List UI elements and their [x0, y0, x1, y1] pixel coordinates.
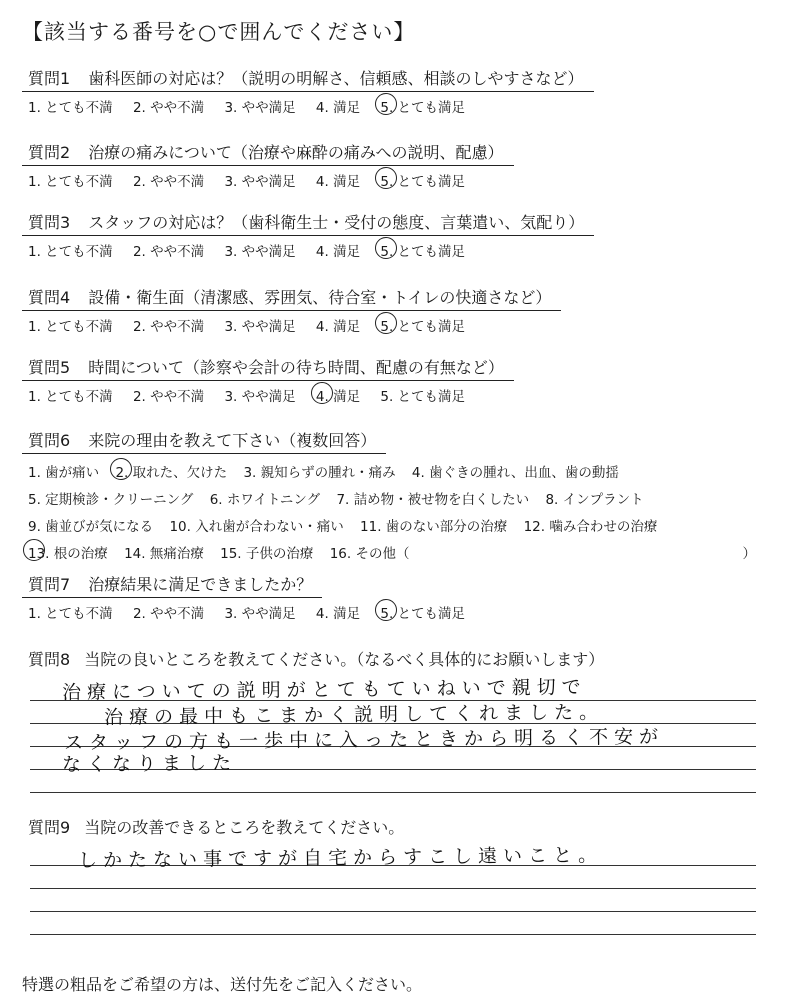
option-1[interactable]: 1. とても不満: [28, 174, 113, 190]
reason-2-selected[interactable]: 2. 取れた、欠けた: [115, 461, 227, 481]
question-5: [22, 355, 782, 405]
reason-7[interactable]: 7. 詰め物・被せ物を白くしたい: [336, 492, 530, 508]
handwritten-answer-line[interactable]: なくなりました: [61, 752, 238, 776]
question-text: 歯科医師の対応は？（説明の明解さ、信頼感、相談のしやすさなど）: [88, 69, 584, 88]
option-3[interactable]: 3. やや満足: [224, 389, 296, 405]
option-1[interactable]: 1. とても不満: [28, 606, 113, 622]
reason-14[interactable]: 14. 無痛治療: [124, 546, 204, 562]
option-2[interactable]: 2. やや不満: [132, 319, 205, 335]
option-4-selected[interactable]: 4. 満足: [316, 385, 360, 405]
option-1[interactable]: 1. とても不満: [28, 389, 113, 405]
reason-16-other[interactable]: 16. その他（: [329, 546, 410, 562]
reason-13-selected[interactable]: 13. 根の治療: [28, 542, 108, 562]
question-heading: [22, 66, 594, 92]
option-5-selected[interactable]: 5. とても満足: [380, 602, 465, 622]
question-text: 設備・衛生面（清潔感、雰囲気、待合室・トイレの快適さなど）: [88, 288, 552, 307]
question-text: 治療結果に満足できましたか？: [88, 575, 313, 594]
rating-options: [22, 602, 782, 622]
reason-4[interactable]: 4. 歯ぐきの腫れ、出血、歯の動揺: [411, 465, 619, 481]
reason-options-row-1: [22, 461, 782, 481]
question-1: [22, 66, 782, 116]
question-heading: [22, 210, 594, 236]
question-number: 質問8: [28, 650, 71, 669]
option-4[interactable]: 4. 満足: [315, 244, 361, 260]
option-2[interactable]: 2. やや不満: [132, 244, 205, 260]
question-text: 来院の理由を教えて下さい（複数回答）: [88, 431, 377, 450]
option-5-selected[interactable]: 5. とても満足: [380, 170, 465, 190]
question-heading: [22, 572, 322, 598]
question-number: 質問2: [28, 143, 71, 162]
footer-note: 特選の粗品をご希望の方は、送付先をご記入ください。: [22, 975, 423, 994]
question-number: 質問9: [28, 818, 71, 837]
question-heading: [22, 815, 782, 838]
question-2: [22, 140, 782, 190]
reason-1[interactable]: 1. 歯が痛い: [28, 465, 100, 481]
question-heading: [22, 647, 782, 670]
option-4[interactable]: 4. 満足: [315, 319, 361, 335]
question-heading: [22, 355, 514, 381]
reason-5[interactable]: 5. 定期検診・クリーニング: [28, 492, 194, 508]
reason-15[interactable]: 15. 子供の治療: [220, 546, 314, 562]
question-number: 質問3: [28, 213, 71, 232]
option-1[interactable]: 1. とても不満: [28, 319, 113, 335]
question-8: [22, 647, 782, 670]
question-number: 質問6: [28, 431, 71, 450]
reason-6[interactable]: 6. ホワイトニング: [209, 492, 321, 508]
question-number: 質問5: [28, 358, 71, 377]
option-1[interactable]: 1. とても不満: [28, 100, 113, 116]
option-2[interactable]: 2. やや不満: [132, 174, 205, 190]
question-heading: [22, 140, 514, 166]
reason-10[interactable]: 10. 入れ歯が合わない・痛い: [169, 519, 344, 535]
reason-9[interactable]: 9. 歯並びが気になる: [28, 519, 154, 535]
rating-options: [22, 96, 782, 116]
handwritten-answer-line[interactable]: しかたない事ですが自宅からすこし遠いこと。: [77, 844, 604, 872]
page-title: 【該当する番号を○で囲んでください】: [22, 20, 416, 44]
option-2[interactable]: 2. やや不満: [132, 389, 205, 405]
option-3[interactable]: 3. やや満足: [224, 174, 296, 190]
rating-options: [22, 315, 782, 335]
rating-options: [22, 385, 782, 405]
question-9: [22, 815, 782, 838]
other-close-paren: ）: [742, 546, 756, 562]
option-3[interactable]: 3. やや満足: [224, 319, 296, 335]
reason-11[interactable]: 11. 歯のない部分の治療: [360, 519, 508, 535]
question-6: [22, 428, 782, 562]
option-3[interactable]: 3. やや満足: [224, 244, 296, 260]
reason-3[interactable]: 3. 親知らずの腫れ・痛み: [243, 465, 396, 481]
option-5-selected[interactable]: 5. とても満足: [380, 240, 465, 260]
question-text: 時間について（診察や会計の待ち時間、配慮の有無など）: [88, 358, 504, 377]
option-2[interactable]: 2. やや不満: [132, 100, 205, 116]
option-5-selected[interactable]: 5. とても満足: [380, 96, 465, 116]
option-3[interactable]: 3. やや満足: [224, 100, 296, 116]
question-number: 質問1: [28, 69, 71, 88]
question-text: 当院の改善できるところを教えてください。: [84, 818, 405, 837]
option-5[interactable]: 5. とても満足: [380, 389, 466, 405]
option-3[interactable]: 3. やや満足: [224, 606, 296, 622]
reason-options-row-4: [22, 542, 782, 562]
rating-options: [22, 240, 782, 260]
question-text: 治療の痛みについて（治療や麻酔の痛みへの説明、配慮）: [88, 143, 504, 162]
answer-lines-q9: [30, 865, 756, 957]
question-text: スタッフの対応は？（歯科衛生士・受付の態度、言葉遣い、気配り）: [88, 213, 585, 232]
question-7: [22, 572, 782, 622]
option-5-selected[interactable]: 5. とても満足: [380, 315, 465, 335]
question-number: 質問7: [28, 575, 71, 594]
reason-options-row-2: [22, 488, 782, 508]
question-text: 当院の良いところを教えてください。（なるべく具体的にお願いします）: [84, 650, 605, 669]
question-number: 質問4: [28, 288, 71, 307]
handwritten-answer-line[interactable]: スタッフの方も一歩中に入ったときから明るく不安が: [63, 725, 665, 755]
handwritten-answer-line[interactable]: 治療の最中もこまかく説明してくれました。: [103, 701, 605, 729]
handwritten-answer-line[interactable]: 治療についての説明がとてもていねいで親切で: [61, 676, 587, 704]
rating-options: [22, 170, 782, 190]
question-heading: [22, 428, 386, 454]
option-4[interactable]: 4. 満足: [315, 174, 361, 190]
option-2[interactable]: 2. やや不満: [132, 606, 205, 622]
option-4[interactable]: 4. 満足: [315, 606, 361, 622]
question-3: [22, 210, 782, 260]
reason-options-row-3: [22, 515, 782, 535]
question-heading: [22, 285, 561, 311]
option-1[interactable]: 1. とても不満: [28, 244, 113, 260]
reason-8[interactable]: 8. インプラント: [545, 492, 644, 508]
question-4: [22, 285, 782, 335]
reason-12[interactable]: 12. 噛み合わせの治療: [523, 519, 658, 535]
option-4[interactable]: 4. 満足: [315, 100, 361, 116]
